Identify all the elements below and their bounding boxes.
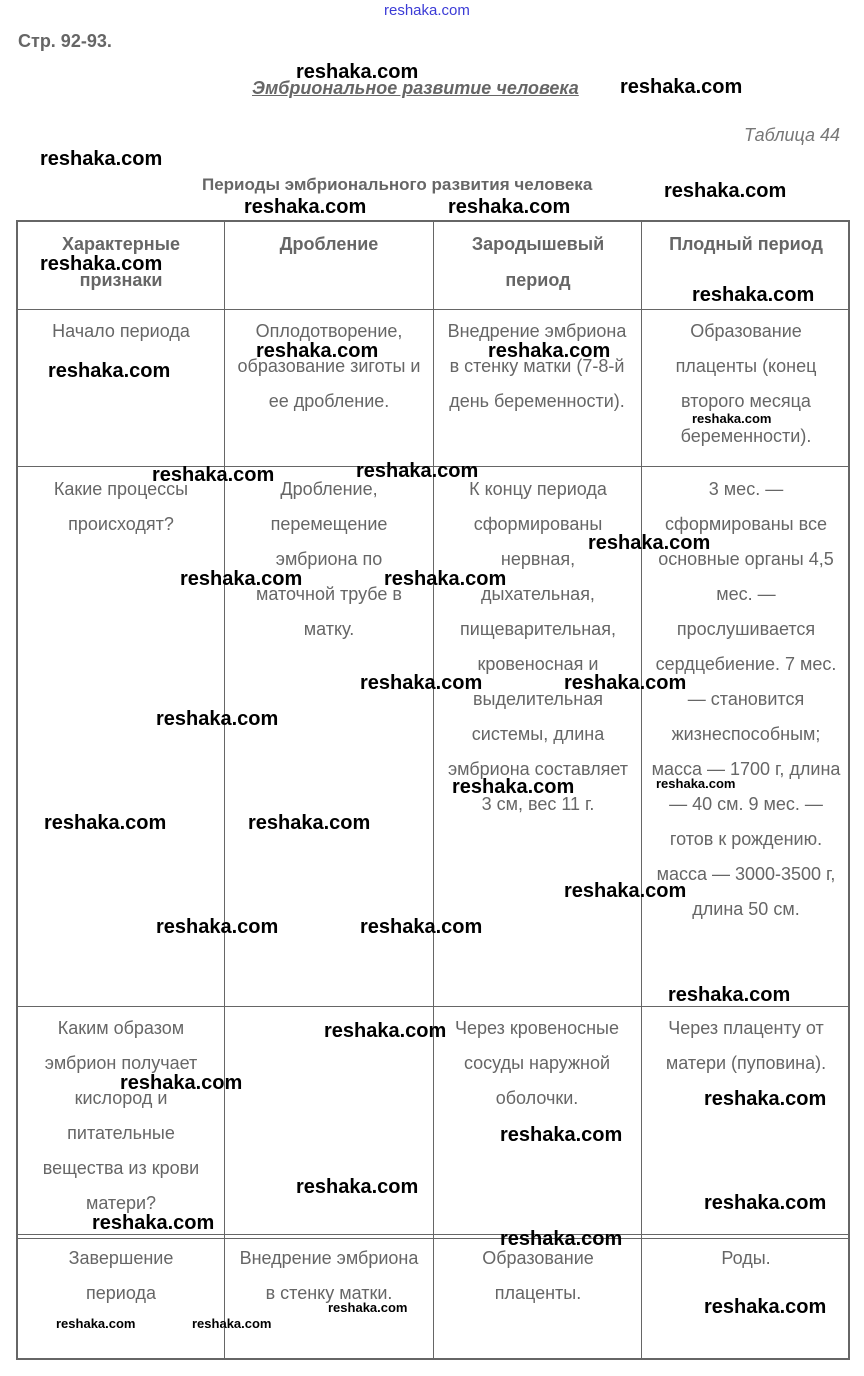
watermark: reshaka.com [44,812,167,834]
watermark: reshaka.com [452,776,575,798]
watermark: reshaka.com [384,568,507,590]
watermark: reshaka.com [40,148,163,170]
site-link[interactable]: reshaka.com [384,2,470,19]
cell-start-embryonic: Внедрение эмбриона в стенку матки (7-8-й день беременности). [447,321,627,411]
watermark-small: reshaka.com [328,1300,408,1315]
watermark: reshaka.com [500,1228,623,1250]
watermark-small: reshaka.com [56,1316,136,1331]
cell-nutrition-embryonic: Через кровеносные сосуды наружной оболочки. [455,1018,619,1108]
watermark: reshaka.com [692,284,815,306]
watermark: reshaka.com [588,532,711,554]
watermark: reshaka.com [120,1072,243,1094]
watermark: reshaka.com [92,1212,215,1234]
table-border-right [848,220,850,1360]
cell-end-embryonic: Образование плаценты. [482,1248,594,1303]
watermark: reshaka.com [256,340,379,362]
table-col-divider [224,220,225,1360]
watermark: reshaka.com [664,180,787,202]
cell-processes-embryonic: К концу периода сформированы нервная, дыхательная, пищеварительная, кровеносная и выделительная системы, длина эмбриона составляет 3 см, вес 11 г. [447,479,629,814]
table-col-divider [641,220,642,1360]
watermark: reshaka.com [248,812,371,834]
cell-row-start-label: Начало периода [52,321,190,341]
watermark: reshaka.com [296,61,419,83]
cell-processes-fetal: 3 мес. — сформированы все основные органы 4,5 мес. — прослушивается сердцебиение. 7 мес. — становится жизнеспособным; масса — 1700 г, длина — 40 см. 9 мес. — готов к рождению. масса — 3000-3500 г, длина 50 см. [651,479,841,919]
page-reference: Стр. 92-93. [18,31,112,51]
header-features: Характерные признаки [61,234,181,290]
watermark: reshaka.com [704,1296,827,1318]
cell-end-fetal: Роды. [721,1248,771,1268]
watermark: reshaka.com [244,196,367,218]
table-caption: Периоды эмбрионального развития человека [202,175,593,194]
watermark-small: reshaka.com [656,776,736,791]
cell-row-nutrition-label: Каким образом эмбрион получает кислород и питательные вещества из крови матери? [42,1018,200,1213]
table-border-left [16,220,18,1360]
cell-start-fetal: Образование плаценты (конец второго месяца беременности). [675,321,817,446]
cell-start-cleavage: Оплодотворение, образование зиготы и ее дробление. [237,321,421,411]
watermark: reshaka.com [704,1088,827,1110]
watermark: reshaka.com [564,880,687,902]
document-title: Эмбриональное развитие человека [252,78,579,98]
watermark-small: reshaka.com [692,411,772,426]
watermark: reshaka.com [668,984,791,1006]
cell-nutrition-fetal: Через плаценту от матери (пуповина). [665,1018,827,1073]
watermark: reshaka.com [296,1176,419,1198]
table-number: Таблица 44 [744,125,841,145]
watermark: reshaka.com [448,196,571,218]
watermark: reshaka.com [152,464,275,486]
watermark: reshaka.com [704,1192,827,1214]
watermark: reshaka.com [488,340,611,362]
watermark-small: reshaka.com [192,1316,272,1331]
header-fetal: Плодный период [669,234,823,254]
watermark: reshaka.com [48,360,171,382]
cell-end-cleavage: Внедрение эмбриона в стенку матки. [239,1248,419,1303]
cell-processes-cleavage: Дробление, перемещение эмбриона по маточной трубе в матку. [256,479,402,639]
watermark: reshaka.com [180,568,303,590]
watermark: reshaka.com [356,460,479,482]
table-col-divider [433,220,434,1360]
watermark: reshaka.com [360,672,483,694]
header-cleavage: Дробление [279,234,379,254]
watermark: reshaka.com [620,76,743,98]
watermark: reshaka.com [500,1124,623,1146]
watermark: reshaka.com [564,672,687,694]
header-embryonic: Зародышевый период [471,234,605,290]
cell-row-end-label: Завершение периода [68,1248,174,1303]
watermark: reshaka.com [156,916,279,938]
cell-row-processes-label: Какие процессы происходят? [53,479,189,534]
watermark: reshaka.com [40,253,163,275]
watermark: reshaka.com [360,916,483,938]
watermark: reshaka.com [324,1020,447,1042]
watermark: reshaka.com [156,708,279,730]
